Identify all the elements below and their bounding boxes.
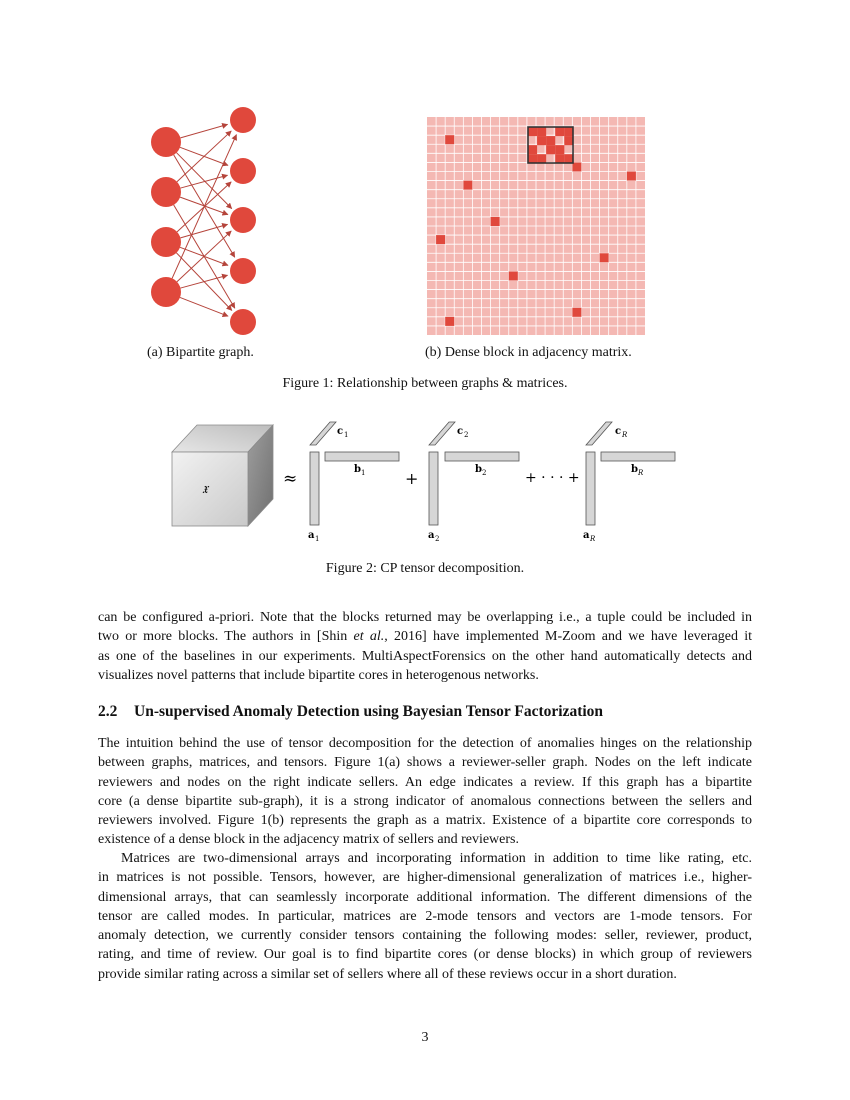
- graph-edge: [177, 131, 231, 182]
- reviewer-node: [151, 127, 181, 157]
- dense-block-entry: [555, 127, 564, 136]
- seller-node: [230, 258, 256, 284]
- a2-vector: [429, 452, 438, 525]
- svg-text:c: c: [337, 426, 344, 437]
- adjacency-matrix-figure: [427, 117, 645, 335]
- matrix-entry: [445, 135, 454, 144]
- svg-text:c: c: [457, 426, 464, 437]
- matrix-entry: [491, 217, 500, 226]
- page-number: 3: [421, 1030, 429, 1045]
- svg-text:R: R: [622, 431, 628, 439]
- svg-text:R: R: [638, 469, 644, 477]
- b2-vector: [445, 452, 519, 461]
- reviewer-node: [151, 227, 181, 257]
- svg-text:2: 2: [464, 431, 469, 439]
- dense-block-entry: [555, 145, 564, 154]
- svg-text:2: 2: [435, 535, 440, 543]
- bR-vector: [601, 452, 675, 461]
- paragraph-2: The intuition behind the use of tensor decomposition for the detection of anomalies hinges on the relationship between graphs, matrices, and tensors. Figure 1(a) shows a reviewer-seller graph. Nodes on the left indicate reviewers and nodes on the right indicate sellers. An edge indicates a review. If this graph has a bipartite core (a dense bipartite sub-graph), it is a strong indicator of anomalous connections between the sellers and reviewers involved. Figure 1(b) represents the graph as a matrix. Existence of a bipartite core corresponds to existence of a dense block in the adjacency matrix of sellers and reviewers.: [98, 736, 752, 848]
- svg-text:b: b: [475, 464, 482, 475]
- approx-symbol: ≈: [283, 469, 298, 489]
- tensor-cube: [172, 425, 273, 526]
- matrix-entry: [509, 271, 518, 280]
- reviewer-node: [151, 177, 181, 207]
- tensor-label: 𝔵: [201, 479, 209, 497]
- subfigure-a-caption: (a) Bipartite graph.: [147, 345, 254, 360]
- seller-node: [230, 107, 256, 133]
- bipartite-graph-figure: [140, 100, 270, 340]
- svg-text:R: R: [590, 535, 596, 543]
- matrix-entry: [445, 317, 454, 326]
- svg-text:c: c: [615, 426, 622, 437]
- matrix-entry: [436, 235, 445, 244]
- matrix-entry: [600, 253, 609, 262]
- matrix-entry: [572, 308, 581, 317]
- seller-node: [230, 158, 256, 184]
- reviewer-node: [151, 277, 181, 307]
- dense-block-entry: [555, 154, 564, 163]
- svg-text:1: 1: [344, 431, 349, 439]
- matrix-entry: [463, 181, 472, 190]
- dense-block-entry: [537, 136, 546, 145]
- paragraph-1: can be configured a-priori. Note that the blocks returned may be overlapping i.e., a tuple could be included in two or more blocks. The authors in [Shin et al., 2016] have implemented M-Zoom and we have leveraged it as one of the baselines in our experiments. MultiAspectForensics on the other hand automatically detects and visualizes novel patterns that include bipartite cores in heterogenous networks.: [98, 610, 753, 683]
- figure1-caption: Figure 1: Relationship between graphs & matrices.: [282, 376, 568, 391]
- svg-text:b: b: [354, 464, 361, 475]
- a1-vector: [310, 452, 319, 525]
- subfigure-b-caption: (b) Dense block in adjacency matrix.: [425, 345, 632, 360]
- dense-block-entry: [546, 136, 555, 145]
- svg-text:a: a: [308, 530, 315, 541]
- section-heading: 2.2 Un-supervised Anomaly Detection using Bayesian Tensor Factorization: [98, 703, 604, 720]
- svg-text:+: +: [405, 469, 419, 488]
- svg-text:a: a: [583, 530, 590, 541]
- svg-text:1: 1: [315, 535, 320, 543]
- graph-edge: [180, 124, 227, 137]
- cp-decomposition-figure: [165, 418, 685, 546]
- dense-block-entry: [528, 127, 537, 136]
- svg-text:a: a: [428, 530, 435, 541]
- dense-block-entry: [564, 136, 573, 145]
- aR-vector: [586, 452, 595, 525]
- b1-vector: [325, 452, 399, 461]
- dense-block-entry: [564, 154, 573, 163]
- matrix-entry: [627, 172, 636, 181]
- graph-edge: [180, 297, 228, 316]
- c1-vector: [310, 422, 336, 445]
- cR-vector: [586, 422, 612, 445]
- svg-text:+ · · · +: + · · · +: [525, 470, 580, 486]
- graph-edge: [180, 275, 227, 288]
- svg-text:2: 2: [482, 469, 487, 477]
- dense-block-entry: [537, 127, 546, 136]
- dense-block-entry: [528, 154, 537, 163]
- graph-edge: [177, 153, 232, 209]
- dense-block-entry: [537, 154, 546, 163]
- seller-node: [230, 309, 256, 335]
- dense-block-entry: [564, 127, 573, 136]
- paragraph-3: Matrices are two-dimensional arrays and incorporating information in addition to time like rating, etc. in matrices is not possible. Tensors, however, are higher-dimensional generalization of matrices i.e., higher- dimensional arrays, that can seamlessly incorporate additional information. The different dimensions of the tensor are called modes. In particular, matrices are 2-mode tensors and vectors are 1-mode tensors. For anomaly detection, we currently consider tensors containing the following modes: seller, reviewer, product, rating, and time of review. Our goal is to find bipartite cores (or dense blocks) in which group of reviewers provide similar rating across a similar set of sellers where all of these reviews occur in a short duration.: [98, 851, 752, 982]
- dense-block-entry: [546, 145, 555, 154]
- seller-node: [230, 207, 256, 233]
- svg-text:1: 1: [361, 469, 366, 477]
- svg-text:b: b: [631, 464, 638, 475]
- c2-vector: [429, 422, 455, 445]
- figure2-caption: Figure 2: CP tensor decomposition.: [325, 561, 525, 576]
- dense-block-entry: [528, 145, 537, 154]
- graph-edge: [177, 231, 231, 282]
- graph-edge: [180, 224, 227, 237]
